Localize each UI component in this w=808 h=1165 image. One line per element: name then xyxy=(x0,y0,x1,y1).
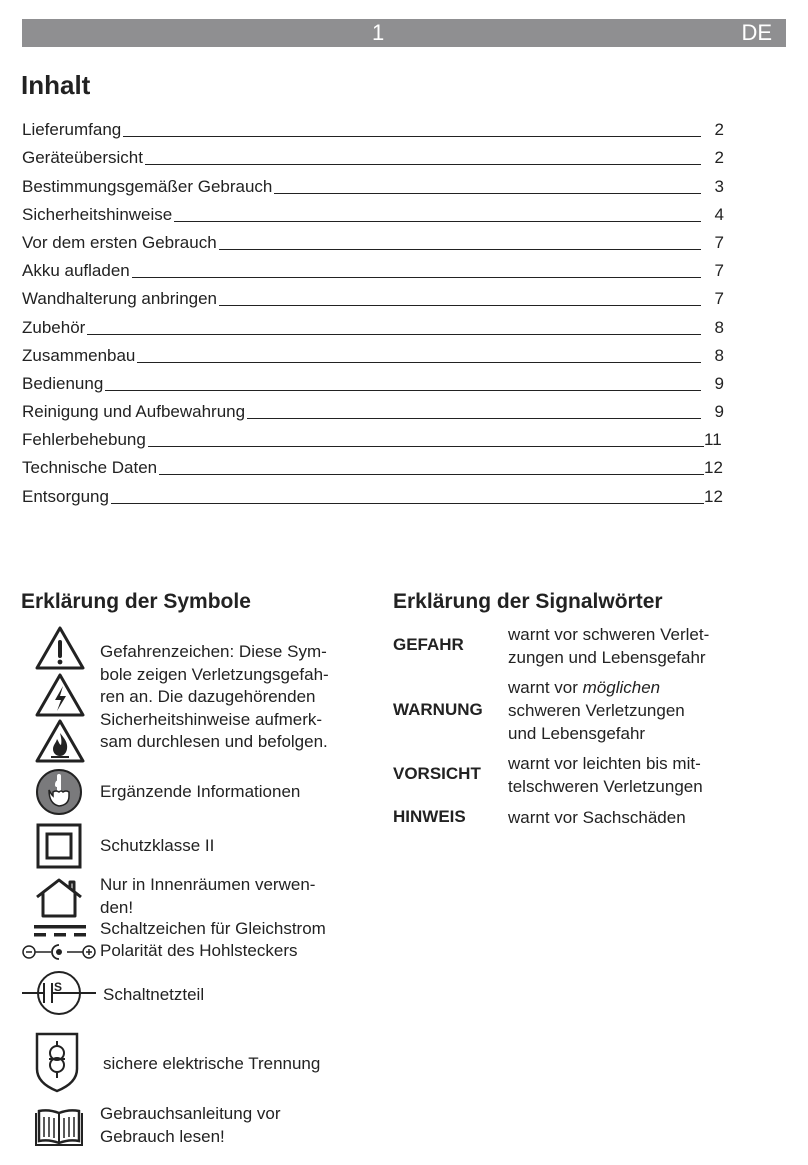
toc-title: Inhalt xyxy=(21,70,91,100)
isolation-description: sichere elektrische Trennung xyxy=(103,1054,321,1073)
toc-entry-page: 11 xyxy=(704,430,722,450)
toc-entry-page: 9 xyxy=(714,402,724,422)
info-hand-icon xyxy=(35,768,83,816)
toc-entry-page: 12 xyxy=(704,486,723,506)
toc-entry-page: 8 xyxy=(714,317,724,337)
toc-entry-label: Bedienung xyxy=(22,373,104,393)
signal-word-vorsicht: VORSICHT xyxy=(393,764,481,783)
toc-entry xyxy=(22,197,724,225)
table-of-contents xyxy=(22,112,724,507)
switch-mode-power-supply-icon xyxy=(22,970,96,1016)
toc-entry xyxy=(22,478,724,506)
toc-entry-label: Fehlerbehebung xyxy=(22,430,146,450)
toc-entry xyxy=(22,112,724,140)
info-description: Ergänzende Informationen xyxy=(100,782,301,801)
signal-description-gefahr: warnt vor schweren Verlet- zungen und Lebensgefahr xyxy=(508,625,710,667)
smps-description: Schaltnetzteil xyxy=(103,985,205,1004)
toc-leader-line xyxy=(132,277,701,278)
toc-entry-label: Sicherheitshinweise xyxy=(22,204,173,224)
double-square-icon xyxy=(36,823,82,869)
page-number: 1 xyxy=(372,20,385,45)
toc-entry-page: 2 xyxy=(714,120,724,140)
toc-leader-line xyxy=(219,249,701,250)
toc-entry-label: Bestimmungsgemäßer Gebrauch xyxy=(22,176,273,196)
toc-leader-line xyxy=(159,474,704,475)
toc-entry xyxy=(22,281,724,309)
toc-entry-label: Entsorgung xyxy=(22,486,109,506)
toc-entry-label: Vor dem ersten Gebrauch xyxy=(22,232,217,252)
toc-entry-label: Akku aufladen xyxy=(22,261,130,281)
toc-entry-page: 7 xyxy=(714,289,724,309)
indoor-description: Nur in Innenräumen verwen- den! xyxy=(100,875,316,917)
toc-leader-line xyxy=(123,136,701,137)
toc-entry xyxy=(22,253,724,281)
toc-entry-page: 7 xyxy=(714,261,724,281)
toc-entry-label: Reinigung und Aufbewahrung xyxy=(22,402,246,422)
toc-entry xyxy=(22,338,724,366)
warning-exclamation-icon xyxy=(34,625,86,671)
toc-entry-label: Zusammenbau xyxy=(22,345,136,365)
toc-entry-page: 3 xyxy=(714,176,724,196)
house-icon xyxy=(34,877,84,919)
toc-leader-line xyxy=(219,305,701,306)
toc-entry xyxy=(22,450,724,478)
toc-leader-line xyxy=(87,334,701,335)
toc-entry-label: Wandhalterung anbringen xyxy=(22,289,218,309)
open-book-icon xyxy=(34,1107,84,1147)
toc-entry-page: 8 xyxy=(714,345,724,365)
signal-word-warnung: WARNUNG xyxy=(393,700,483,719)
toc-leader-line xyxy=(137,362,701,363)
toc-entry xyxy=(22,168,724,196)
toc-entry-page: 7 xyxy=(714,232,724,252)
language-code: DE xyxy=(741,20,772,45)
manual-description: Gebrauchsanleitung vor Gebrauch lesen! xyxy=(100,1104,281,1146)
toc-leader-line xyxy=(274,193,701,194)
page-header-bar xyxy=(22,19,786,47)
signal-description-vorsicht: warnt vor leichten bis mit- telschweren Verletzungen xyxy=(508,754,703,796)
toc-entry-page: 4 xyxy=(714,204,724,224)
toc-entry-label: Lieferumfang xyxy=(22,120,122,140)
signal-description-hinweis: warnt vor Sachschäden xyxy=(508,808,686,827)
symbols-title: Erklärung der Symbole xyxy=(21,590,251,613)
svg-text:S: S xyxy=(54,980,63,994)
signal-word-gefahr: GEFAHR xyxy=(393,635,464,654)
toc-leader-line xyxy=(174,221,701,222)
toc-leader-line xyxy=(111,503,704,504)
fire-warning-icon xyxy=(34,718,86,764)
direct-current-icon xyxy=(34,924,86,938)
toc-entry-label: Technische Daten xyxy=(22,458,158,478)
hazard-description: Gefahrenzeichen: Diese Sym- bole zeigen Verletzungsgefah- ren an. Die dazugehörenden Sicherheitshinweise aufmerk- sam durchlesen und befolgen. xyxy=(100,642,329,751)
safety-transformer-icon xyxy=(34,1031,80,1093)
toc-entry xyxy=(22,140,724,168)
polarity-description: Polarität des Hohlsteckers xyxy=(100,941,298,960)
toc-entry-page: 9 xyxy=(714,373,724,393)
toc-entry-page: 2 xyxy=(714,148,724,168)
signal-words-title: Erklärung der Signalwörter xyxy=(393,590,663,613)
toc-entry xyxy=(22,394,724,422)
toc-entry xyxy=(22,309,724,337)
toc-entry xyxy=(22,366,724,394)
toc-leader-line xyxy=(145,164,701,165)
toc-entry-page: 12 xyxy=(704,458,723,478)
dc-description: Schaltzeichen für Gleichstrom xyxy=(100,919,326,938)
toc-leader-line xyxy=(247,418,701,419)
protection-class-description: Schutzklasse II xyxy=(100,836,215,855)
toc-entry xyxy=(22,422,724,450)
signal-description-warnung: warnt vor möglichen schweren Verletzungen und Lebensgefahr xyxy=(508,678,685,743)
toc-leader-line xyxy=(105,390,701,391)
toc-entry xyxy=(22,225,724,253)
electric-shock-warning-icon xyxy=(34,672,86,718)
toc-entry-label: Zubehör xyxy=(22,317,86,337)
polarity-icon xyxy=(21,943,97,961)
toc-leader-line xyxy=(148,446,704,447)
toc-entry-label: Geräteübersicht xyxy=(22,148,143,168)
signal-word-hinweis: HINWEIS xyxy=(393,807,466,826)
